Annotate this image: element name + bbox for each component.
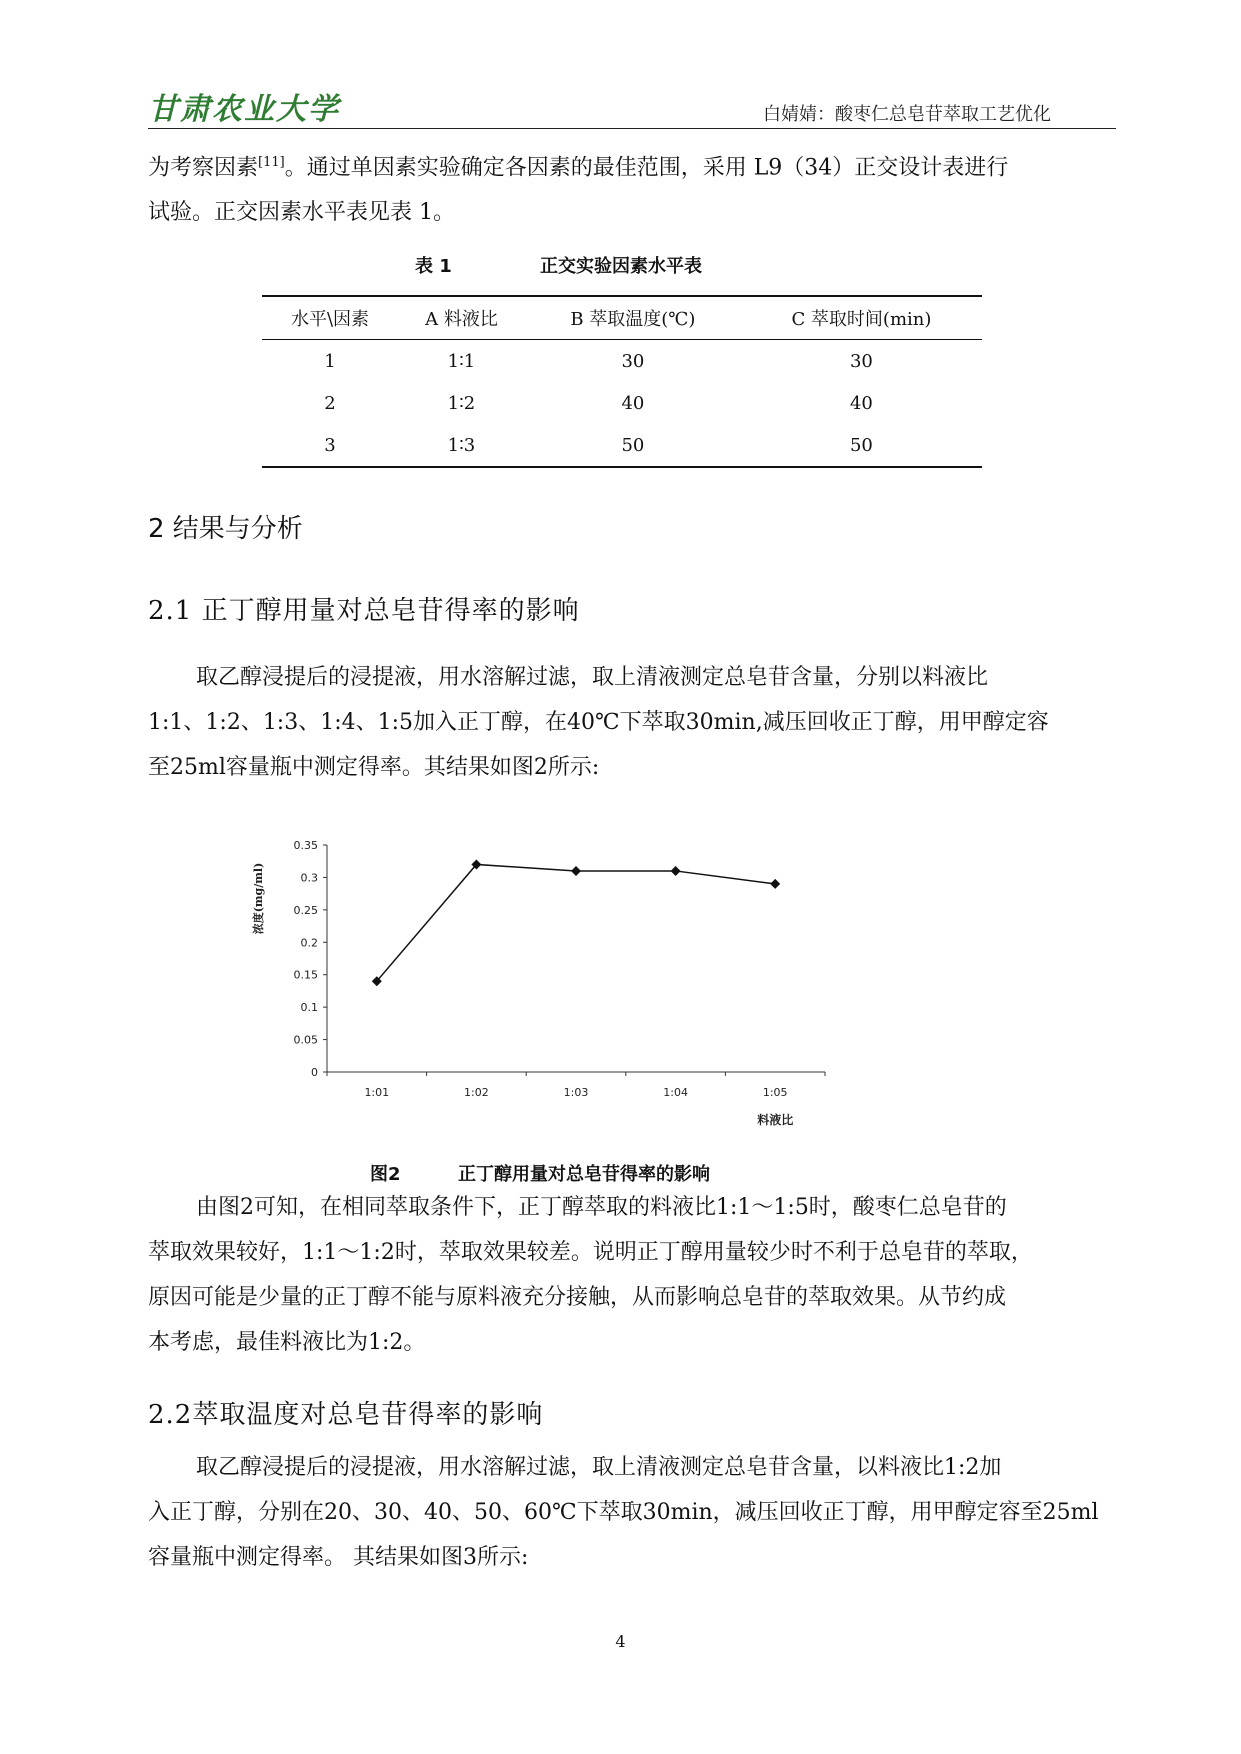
paragraph-line: 萃取效果较好，1:1～1:2时，萃取效果较差。说明正丁醇用量较少时不利于总皂苷的萃取， xyxy=(148,1240,1033,1265)
table-header-row xyxy=(262,296,982,340)
x-tick-label: 1:03 xyxy=(563,1086,589,1099)
factor-level-table xyxy=(262,295,982,468)
x-tick-label: 1:05 xyxy=(762,1086,788,1099)
citation: [11] xyxy=(258,155,285,170)
x-tick-label: 1:04 xyxy=(663,1086,688,1099)
data-point xyxy=(571,866,581,876)
intro-paragraph xyxy=(148,140,1116,235)
y-axis-title: 浓度(mg/ml) xyxy=(252,862,265,935)
y-tick-label: 0.15 xyxy=(293,968,318,982)
paragraph-line: 本考虑，最佳料液比为1:2。 xyxy=(148,1330,426,1355)
table-cell: 40 xyxy=(621,392,645,414)
intro-line-1 xyxy=(148,140,1116,190)
header-divider xyxy=(148,128,1116,129)
paragraph-line: 取乙醇浸提后的浸提液，用水溶解过滤，取上清液测定总皂苷含量，分别以料液比 xyxy=(196,665,989,690)
section-heading: 2 结果与分析 xyxy=(148,514,303,544)
paragraph-line: 取乙醇浸提后的浸提液，用水溶解过滤，取上清液测定总皂苷含量，以料液比1:2加 xyxy=(196,1455,1002,1480)
figure-title: 正丁醇用量对总皂苷得率的影响 xyxy=(458,1164,710,1185)
paragraph-line: 至25ml容量瓶中测定得率。其结果如图2所示: xyxy=(148,755,600,780)
y-tick-label: 0.05 xyxy=(293,1033,318,1047)
table-row xyxy=(262,382,982,424)
line-chart xyxy=(240,820,860,1140)
table-cell: 3 xyxy=(262,424,398,467)
table-cell: 2 xyxy=(324,392,336,414)
paragraph-line: 容量瓶中测定得率。 其结果如图3所示: xyxy=(148,1545,529,1570)
data-point xyxy=(671,866,681,876)
paragraph-line: 由图2可知，在相同萃取条件下，正丁醇萃取的料液比1:1～1:5时，酸枣仁总皂苷的 xyxy=(196,1195,1007,1220)
x-tick-label: 1:02 xyxy=(464,1086,489,1099)
paragraph-line: 原因可能是少量的正丁醇不能与原料液充分接触，从而影响总皂苷的萃取效果。从节约成 xyxy=(148,1285,1007,1310)
data-point xyxy=(770,879,780,889)
table-label: 表 1 xyxy=(415,256,452,277)
intro-text: 为考察因素 xyxy=(148,155,259,181)
chart-plot-area xyxy=(251,839,825,1127)
table-cell: 1 xyxy=(324,350,336,372)
paragraph-line: 1:1、1:2、1:3、1:4、1:5加入正丁醇，在40℃下萃取30min,减压回收正丁醇，用甲醇定容 xyxy=(148,710,1049,735)
table-cell: 1∶3 xyxy=(398,424,525,467)
table-title: 正交实验因素水平表 xyxy=(540,256,702,277)
table-cell: 40 xyxy=(849,392,873,414)
table-cell: 50 xyxy=(525,424,741,467)
intro-text: 。通过单因素实验确定各因素的最佳范围，采用 L9（34）正交设计表进行 xyxy=(284,155,1009,181)
table-header-cell: 水平\因素 xyxy=(262,296,398,340)
series-line xyxy=(377,864,775,981)
x-tick-label: 1:01 xyxy=(364,1086,390,1099)
analysis-paragraph xyxy=(148,1185,1116,1365)
y-tick-label: 0 xyxy=(311,1066,318,1079)
intro-line-2: 试验。正交因素水平表见表 1。 xyxy=(148,200,455,226)
x-axis-title: 料液比 xyxy=(757,1113,794,1127)
table-cell: 30 xyxy=(621,350,645,372)
y-tick-label: 0.3 xyxy=(300,871,318,885)
table-cell: 1∶2 xyxy=(447,392,476,414)
paragraph-line: 入正丁醇，分别在20、30、40、50、60℃下萃取30min，减压回收正丁醇，用甲醇定容至25ml xyxy=(148,1500,1099,1525)
table-header-cell: B 萃取温度(℃) xyxy=(525,296,741,340)
figure-label: 图2 xyxy=(370,1164,401,1185)
y-tick-label: 0.25 xyxy=(293,903,318,917)
page-number: 4 xyxy=(615,1632,626,1651)
y-tick-label: 0.35 xyxy=(293,839,318,852)
table-cell: 30 xyxy=(849,350,873,372)
table-row xyxy=(262,424,982,467)
university-logo: 甘肃农业大学 xyxy=(148,92,340,127)
table-header-cell: A 料液比 xyxy=(398,296,525,340)
y-tick-label: 0.1 xyxy=(300,1001,318,1015)
table-header-cell: C 萃取时间(min) xyxy=(741,296,982,340)
subsection-heading: 2.2萃取温度对总皂苷得率的影响 xyxy=(148,1400,544,1430)
subsection-heading: 2.1 正丁醇用量对总皂苷得率的影响 xyxy=(148,596,580,626)
y-tick-label: 0.2 xyxy=(300,936,318,950)
subsection-2-2-paragraph xyxy=(148,1445,1116,1580)
subsection-2-1-paragraph xyxy=(148,655,1116,790)
running-title: 白婧婧：酸枣仁总皂苷萃取工艺优化 xyxy=(763,104,1051,125)
table-cell: 50 xyxy=(741,424,982,467)
table-cell: 1∶1 xyxy=(447,350,476,372)
table-row xyxy=(262,340,982,383)
